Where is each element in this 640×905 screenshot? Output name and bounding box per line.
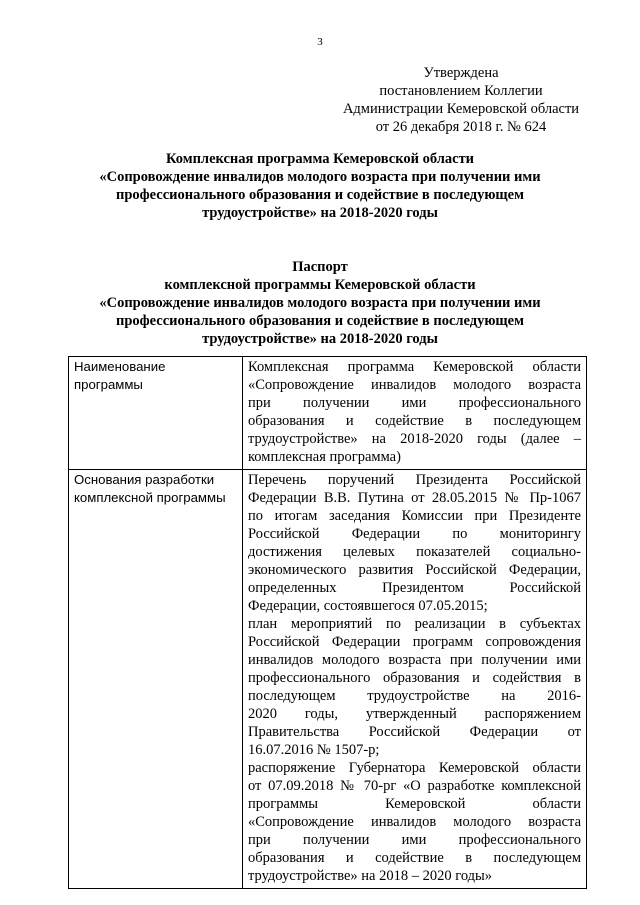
approval-line: Администрации Кемеровской области	[342, 101, 580, 117]
row-label-line: Наименование	[74, 359, 166, 374]
row-value-line: трудоустройстве» на 2018-2020 годы (далее –	[248, 431, 581, 447]
program-title-line: трудоустройстве» на 2018-2020 годы	[202, 205, 438, 221]
row-value-line: Федерации, состоявшегося 07.05.2015;	[248, 598, 488, 614]
row-label-line: комплексной программы	[74, 490, 226, 505]
row-value-line: трудоустройстве» на 2018 – 2020 годы»	[248, 868, 493, 884]
row-value-cell	[243, 357, 587, 470]
passport-title-line: «Сопровождение инвалидов молодого возраста при получении ими	[99, 295, 541, 311]
row-value-line: 16.07.2016 № 1507-р;	[248, 742, 380, 758]
row-value-line: образования и содействие в последующем	[248, 850, 581, 866]
row-value-line: от 07.09.2018 № 70-рг «О разработке комплексной	[248, 778, 581, 794]
row-value-line: распоряжение Губернатора Кемеровской области	[248, 760, 581, 776]
row-value-line: достижения целевых показателей социально-	[248, 544, 581, 560]
row-value-line: образования и содействие в последующем	[248, 413, 581, 429]
row-value-line: при получении ими профессионального	[248, 832, 581, 848]
passport-table	[68, 356, 587, 889]
approval-line: постановлением Коллегии	[379, 83, 543, 99]
row-value-line: экономического развития Российской Федерации,	[248, 562, 581, 578]
row-value-line: «Сопровождение инвалидов молодого возраста	[248, 377, 581, 393]
row-value-line: Российской Федерации программ сопровождения	[248, 634, 581, 650]
program-title	[70, 150, 570, 222]
program-title-line: «Сопровождение инвалидов молодого возраста при получении ими	[99, 169, 541, 185]
row-value-line: Федерации В.В. Путина от 28.05.2015 № Пр-1067	[248, 490, 581, 506]
row-value-line: Правительства Российской Федерации от	[248, 724, 581, 740]
row-value-line: «Сопровождение инвалидов молодого возраста	[248, 814, 581, 830]
row-value-line: 2020 годы, утвержденный распоряжением	[248, 706, 581, 722]
approval-line: Утверждена	[423, 65, 499, 81]
row-value-line: Перечень поручений Президента Российской	[248, 472, 581, 488]
row-label-cell	[69, 357, 243, 470]
row-value-line: Комплексная программа Кемеровской области	[248, 359, 581, 375]
row-value-line: комплексная программа)	[248, 449, 401, 465]
row-value-line: программы Кемеровской области	[248, 796, 581, 812]
page-number: 3	[317, 36, 323, 48]
table-row	[69, 470, 587, 889]
passport-title-line: трудоустройстве» на 2018-2020 годы	[202, 331, 438, 347]
row-label-line: Основания разработки	[74, 472, 215, 487]
row-value-line: план мероприятий по реализации в субъектах	[248, 616, 581, 632]
row-label-line: программы	[74, 377, 143, 392]
passport-title-line: комплексной программы Кемеровской области	[164, 277, 476, 293]
program-title-line: профессионального образования и содействие в последующем	[115, 187, 524, 203]
approval-line: от 26 декабря 2018 г. № 624	[375, 119, 547, 135]
passport-title	[70, 258, 570, 348]
row-value-line: при получении ими профессионального	[248, 395, 581, 411]
program-title-line: Комплексная программа Кемеровской области	[165, 151, 475, 167]
table-row	[69, 357, 587, 470]
row-value-line: последующем трудоустройстве на 2016-	[248, 688, 581, 704]
passport-title-line: профессионального образования и содействие в последующем	[115, 313, 524, 329]
row-value-line: определенных Президентом Российской	[248, 580, 581, 596]
passport-title-line: Паспорт	[292, 259, 348, 275]
row-label-cell	[69, 470, 243, 889]
row-value-cell	[243, 470, 587, 889]
row-value-line: профессионального образования и содействия в	[248, 670, 581, 686]
approval-block	[326, 64, 596, 136]
row-value-line: по итогам заседания Комиссии при Президенте	[248, 508, 581, 524]
row-value-line: инвалидов молодого возраста при получении ими	[248, 652, 581, 668]
row-value-line: Российской Федерации по мониторингу	[248, 526, 581, 542]
